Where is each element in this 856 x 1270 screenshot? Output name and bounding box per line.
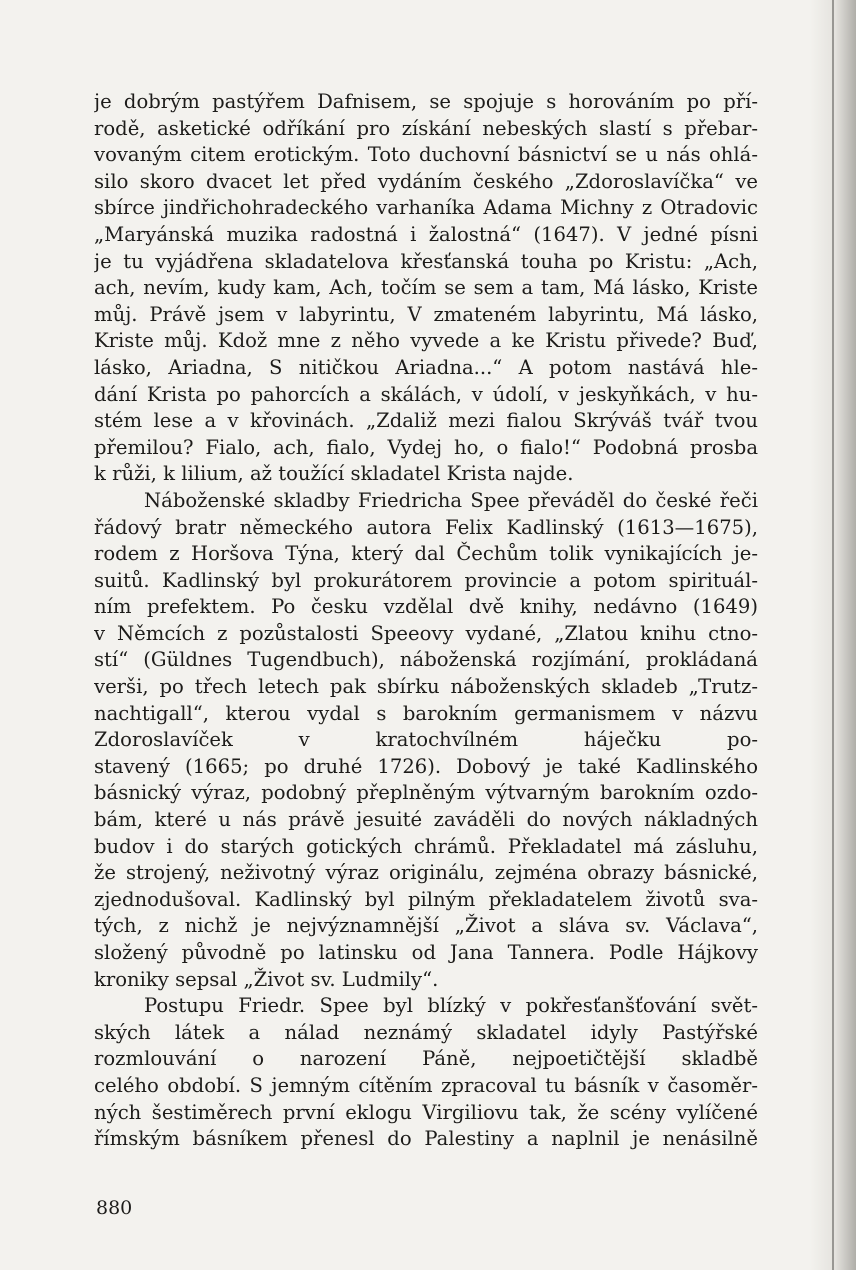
text-line: básnický výraz, podobný přeplněným výtvarným barokním ozdo- [94,781,758,805]
text-line: v Němcích z pozůstalosti Speeovy vydané, „Zlatou knihu ctno- [94,621,758,645]
text-line: Kriste můj. Kdož mne z něho vyvede a ke Kristu přivede? Buď, [94,329,758,353]
text-line: silo skoro dvacet let před vydáním českého „Zdoroslavíčka“ ve [94,169,758,193]
paragraph-first-line: Postupu Friedr. Spee byl blízký v pokřesťanšťování svět- [144,994,758,1018]
text-line: lásko, Ariadna, S nitičkou Ariadna...“ A potom nastává hle- [94,355,758,379]
text-line: verši, po třech letech pak sbírku náboženských skladeb „Trutz- [94,675,758,699]
text-line: rozmlouvání o narození Páně, nejpoetičtější skladbě [94,1047,758,1071]
text-line: že strojený, neživotný výraz originálu, zejména obrazy básnické, [94,861,758,885]
text-line: je dobrým pastýřem Dafnisem, se spojuje s horováním po pří- [94,90,758,113]
text-line: nachtigall“, kterou vydal s barokním germanismem v názvu [94,701,758,725]
text-line: složený původně po latinsku od Jana Tannera. Podle Hájkovy [94,941,758,964]
text-line: ských látek a nálad neznámý skladatel idyly Pastýřské [94,1020,758,1044]
text-line: budov i do starých gotických chrámů. Překladatel má zásluhu, [94,834,758,858]
text-line: dání Krista po pahorcích a skálách, v údolí, v jeskyňkách, v hu- [94,382,758,406]
text-line: stavený (1665; po druhé 1726). Dobový je také Kadlinského [94,754,758,778]
text-line: Zdoroslavíček v kratochvílném háječku po- [94,728,758,752]
text-line: ach, nevím, kudy kam, Ach, točím se sem a tam, Má lásko, Kriste [94,276,758,300]
text-line: kroniky sepsal „Život sv. Ludmily“. [94,967,439,991]
body-text [94,89,758,1153]
text-line: ných šestiměrech první eklogu Virgiliovu tak, že scény vylíčené [94,1100,758,1124]
text-line: k růži, k lilium, až toužící skladatel Krista najde. [94,462,574,486]
text-line: sbírce jindřichohradeckého varhaníka Adama Michny z Otradovic [94,196,758,220]
text-line: přemilou? Fialo, ach, fialo, Vydej ho, o fialo!“ Podobná prosba [94,435,758,459]
text-line: bám, které u nás právě jesuité zaváděli do nových nákladných [94,808,758,832]
text-line: římským básníkem přenesl do Palestiny a naplnil je nenásilně [94,1127,758,1151]
text-line: rodem z Horšova Týna, který dal Čechům tolik vynikajících je- [94,542,758,566]
paragraph-first-line: Náboženské skladby Friedricha Spee převáděl do české řeči [144,488,758,512]
text-line: ním prefektem. Po česku vzdělal dvě knihy, nedávno (1649) [94,595,758,619]
text-line: stí“ (Güldnes Tugendbuch), náboženská rozjímání, prokládaná [94,648,758,672]
text-line: stém lese a v křovinách. „Zdaliž mezi fialou Skrýváš tvář tvou [94,409,758,433]
text-line: řádový bratr německého autora Felix Kadlinský (1613—1675), [94,515,758,539]
page-number: 880 [96,1197,133,1219]
text-line: celého období. S jemným cítěním zpracoval tu básník v časoměr- [94,1073,758,1097]
text-line: rodě, asketické odříkání pro získání nebeských slastí s přebar- [94,116,758,140]
text-line: zjednodušoval. Kadlinský byl pilným překladatelem životů sva- [94,887,758,911]
text-line: je tu vyjádřena skladatelova křesťanská touha po Kristu: „Ach, [94,249,758,273]
text-line: vovaným citem erotickým. Toto duchovní básnictví se u nás ohlá- [94,143,758,167]
text-line: můj. Právě jsem v labyrintu, V zmateném labyrintu, Má lásko, [94,302,758,326]
text-line: suitů. Kadlinský byl prokurátorem provincie a potom spirituál- [94,568,758,592]
text-line: „Maryánská muzika radostná i žalostná“ (1647). V jedné písni [94,222,758,246]
page-edge-line [832,0,834,1270]
text-line: tých, z nichž je nejvýznamnější „Život a sláva sv. Václava“, [94,914,758,938]
